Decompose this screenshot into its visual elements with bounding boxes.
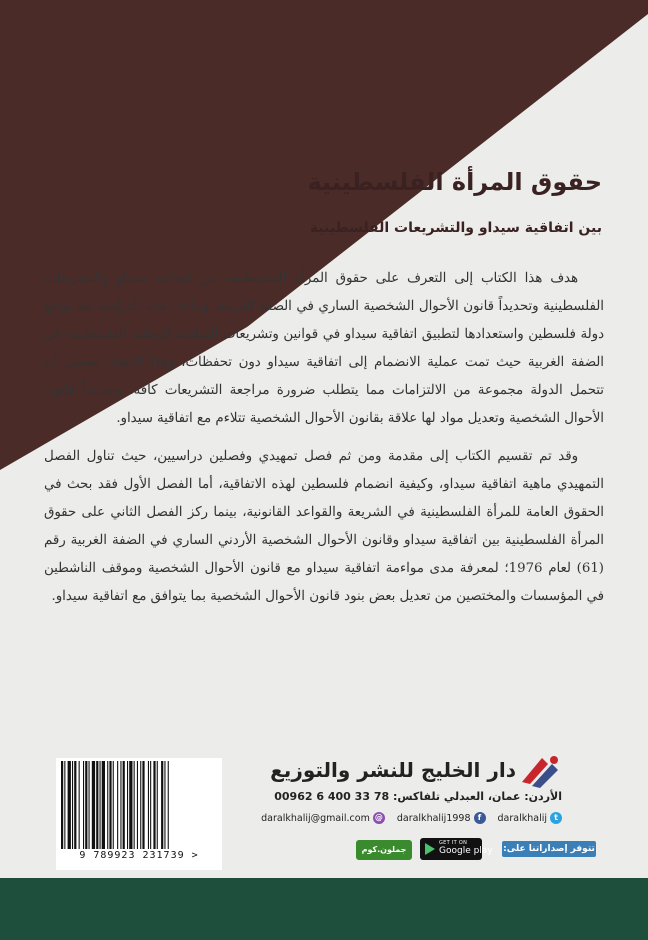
barcode-bar <box>61 761 63 849</box>
barcode-bar <box>68 761 71 849</box>
barcode-bar <box>164 761 165 849</box>
barcode-bar <box>85 761 87 849</box>
barcode-graphic <box>59 761 219 849</box>
isbn-barcode-box <box>56 758 222 870</box>
email-contact[interactable] <box>261 812 385 824</box>
barcode-bar <box>150 761 151 849</box>
barcode-bar <box>79 761 80 849</box>
barcode-bar <box>96 761 98 849</box>
facebook-icon: f <box>474 812 486 824</box>
synopsis-paragraph-2: وقد تم تقسيم الكتاب إلى مقدمة ومن ثم فصل تمهيدي وفصلين دراسيين، حيث تناول الفصل التمهيدي ماهية اتفاقية سيداو، وكيفية انضمام فلسطين لهذه الاتفاقية، أما الفصل الأول فقد بحث في الحقوق العامة للمرأة الفلسطينية في الشريعة والقواعد القانونية، بينما ركز الفصل الثاني على حقوق المرأة الفلسطينية بين اتفاقية سيداو وقانون الأحوال الشخصية الأردني الساري في الضفة الغربية رقم (61) لعام 1976؛ لمعرفة مدى مواءمة اتفاقية سيداو مع قانون الأحوال الشخصية وموقف الناشطين في المؤسسات والمختصين من تعديل بعض بنود قانون الأحوال الشخصية بما يتوافق مع اتفاقية سيداو. <box>44 449 604 604</box>
barcode-bar <box>134 761 135 849</box>
google-play-icon <box>425 843 435 855</box>
barcode-bar <box>148 761 149 849</box>
barcode-bar <box>107 761 108 849</box>
google-play-small-text: GET IT ON <box>439 840 468 846</box>
publisher-address: الأردن: عمان، العبدلي تلفاكس: 78 33 400 6 00962 <box>274 790 562 803</box>
barcode-bar <box>129 761 132 849</box>
synopsis <box>44 265 604 621</box>
barcode-bar <box>100 761 101 849</box>
facebook-handle: daralkhalij1998 <box>396 812 471 824</box>
twitter-contact[interactable] <box>498 812 562 824</box>
twitter-icon: t <box>550 812 562 824</box>
book-title: حقوق المرأة الفلسطينية <box>307 168 602 196</box>
barcode-bar <box>102 761 105 849</box>
facebook-contact[interactable] <box>397 812 486 824</box>
barcode-bar <box>74 761 76 849</box>
apps-availability-banner: تتوفر إصداراتنا على: <box>502 841 596 857</box>
barcode-bar <box>153 761 155 849</box>
email-icon: @ <box>374 813 383 822</box>
barcode-bar <box>117 761 118 849</box>
publisher-name: دار الخليج للنشر والتوزيع <box>270 758 516 782</box>
barcode-bar <box>127 761 128 849</box>
jamalon-badge[interactable]: جملون.كوم <box>356 840 412 860</box>
google-play-big-text: Google play <box>439 846 493 856</box>
book-subtitle: بين اتفاقية سيداو والتشريعات الفلسطينية <box>309 220 602 236</box>
barcode-bar <box>140 761 141 849</box>
barcode-bar <box>89 761 90 849</box>
barcode-bar <box>168 761 169 849</box>
email-address: daralkhalij@gmail.com <box>261 812 370 824</box>
barcode-bar <box>83 761 84 849</box>
barcode-bar <box>92 761 95 849</box>
barcode-bar <box>72 761 73 849</box>
publisher-logo-icon <box>518 752 562 790</box>
barcode-bar <box>161 761 163 849</box>
barcode-bar <box>64 761 65 849</box>
barcode-bar <box>142 761 144 849</box>
barcode-bar <box>123 761 125 849</box>
twitter-handle: daralkhalij <box>497 812 547 824</box>
barcode-bar <box>137 761 138 849</box>
isbn-number: 9 789923 231739 > <box>79 850 199 861</box>
synopsis-paragraph-1: هدف هذا الكتاب إلى التعرف على حقوق المرأة الفلسطينية بين اتفاقية سيداو والتشريعات الفلسطينية وتحديداً قانون الأحوال الشخصية الساري في الضفة الغربية، وجاءت هذه الدراسة بعد توقيع دولة فلسطين واستعدادها لتطبيق اتفاقية سيداو في قوانين وتشريعات السلطة الوطنية الفلسطينية في الضفة الغربية حيث تمت عملية الانضمام إلى اتفاقية سيداو دون تحفظات، وهذا الاتفاق يقتضي أن تتحمل الدولة مجموعة من الالتزامات مما يتطلب ضرورة مراجعة التشريعات كافة، وتحديداً قانون الأحوال الشخصية وتعديل مواد لها علاقة بقانون الأحوال الشخصية تتلاءم مع اتفاقية سيداو. <box>44 271 604 426</box>
barcode-bar <box>157 761 158 849</box>
google-play-badge[interactable] <box>420 838 493 860</box>
barcode-bar <box>120 761 121 849</box>
barcode-bar <box>113 761 114 849</box>
barcode-bar <box>109 761 111 849</box>
